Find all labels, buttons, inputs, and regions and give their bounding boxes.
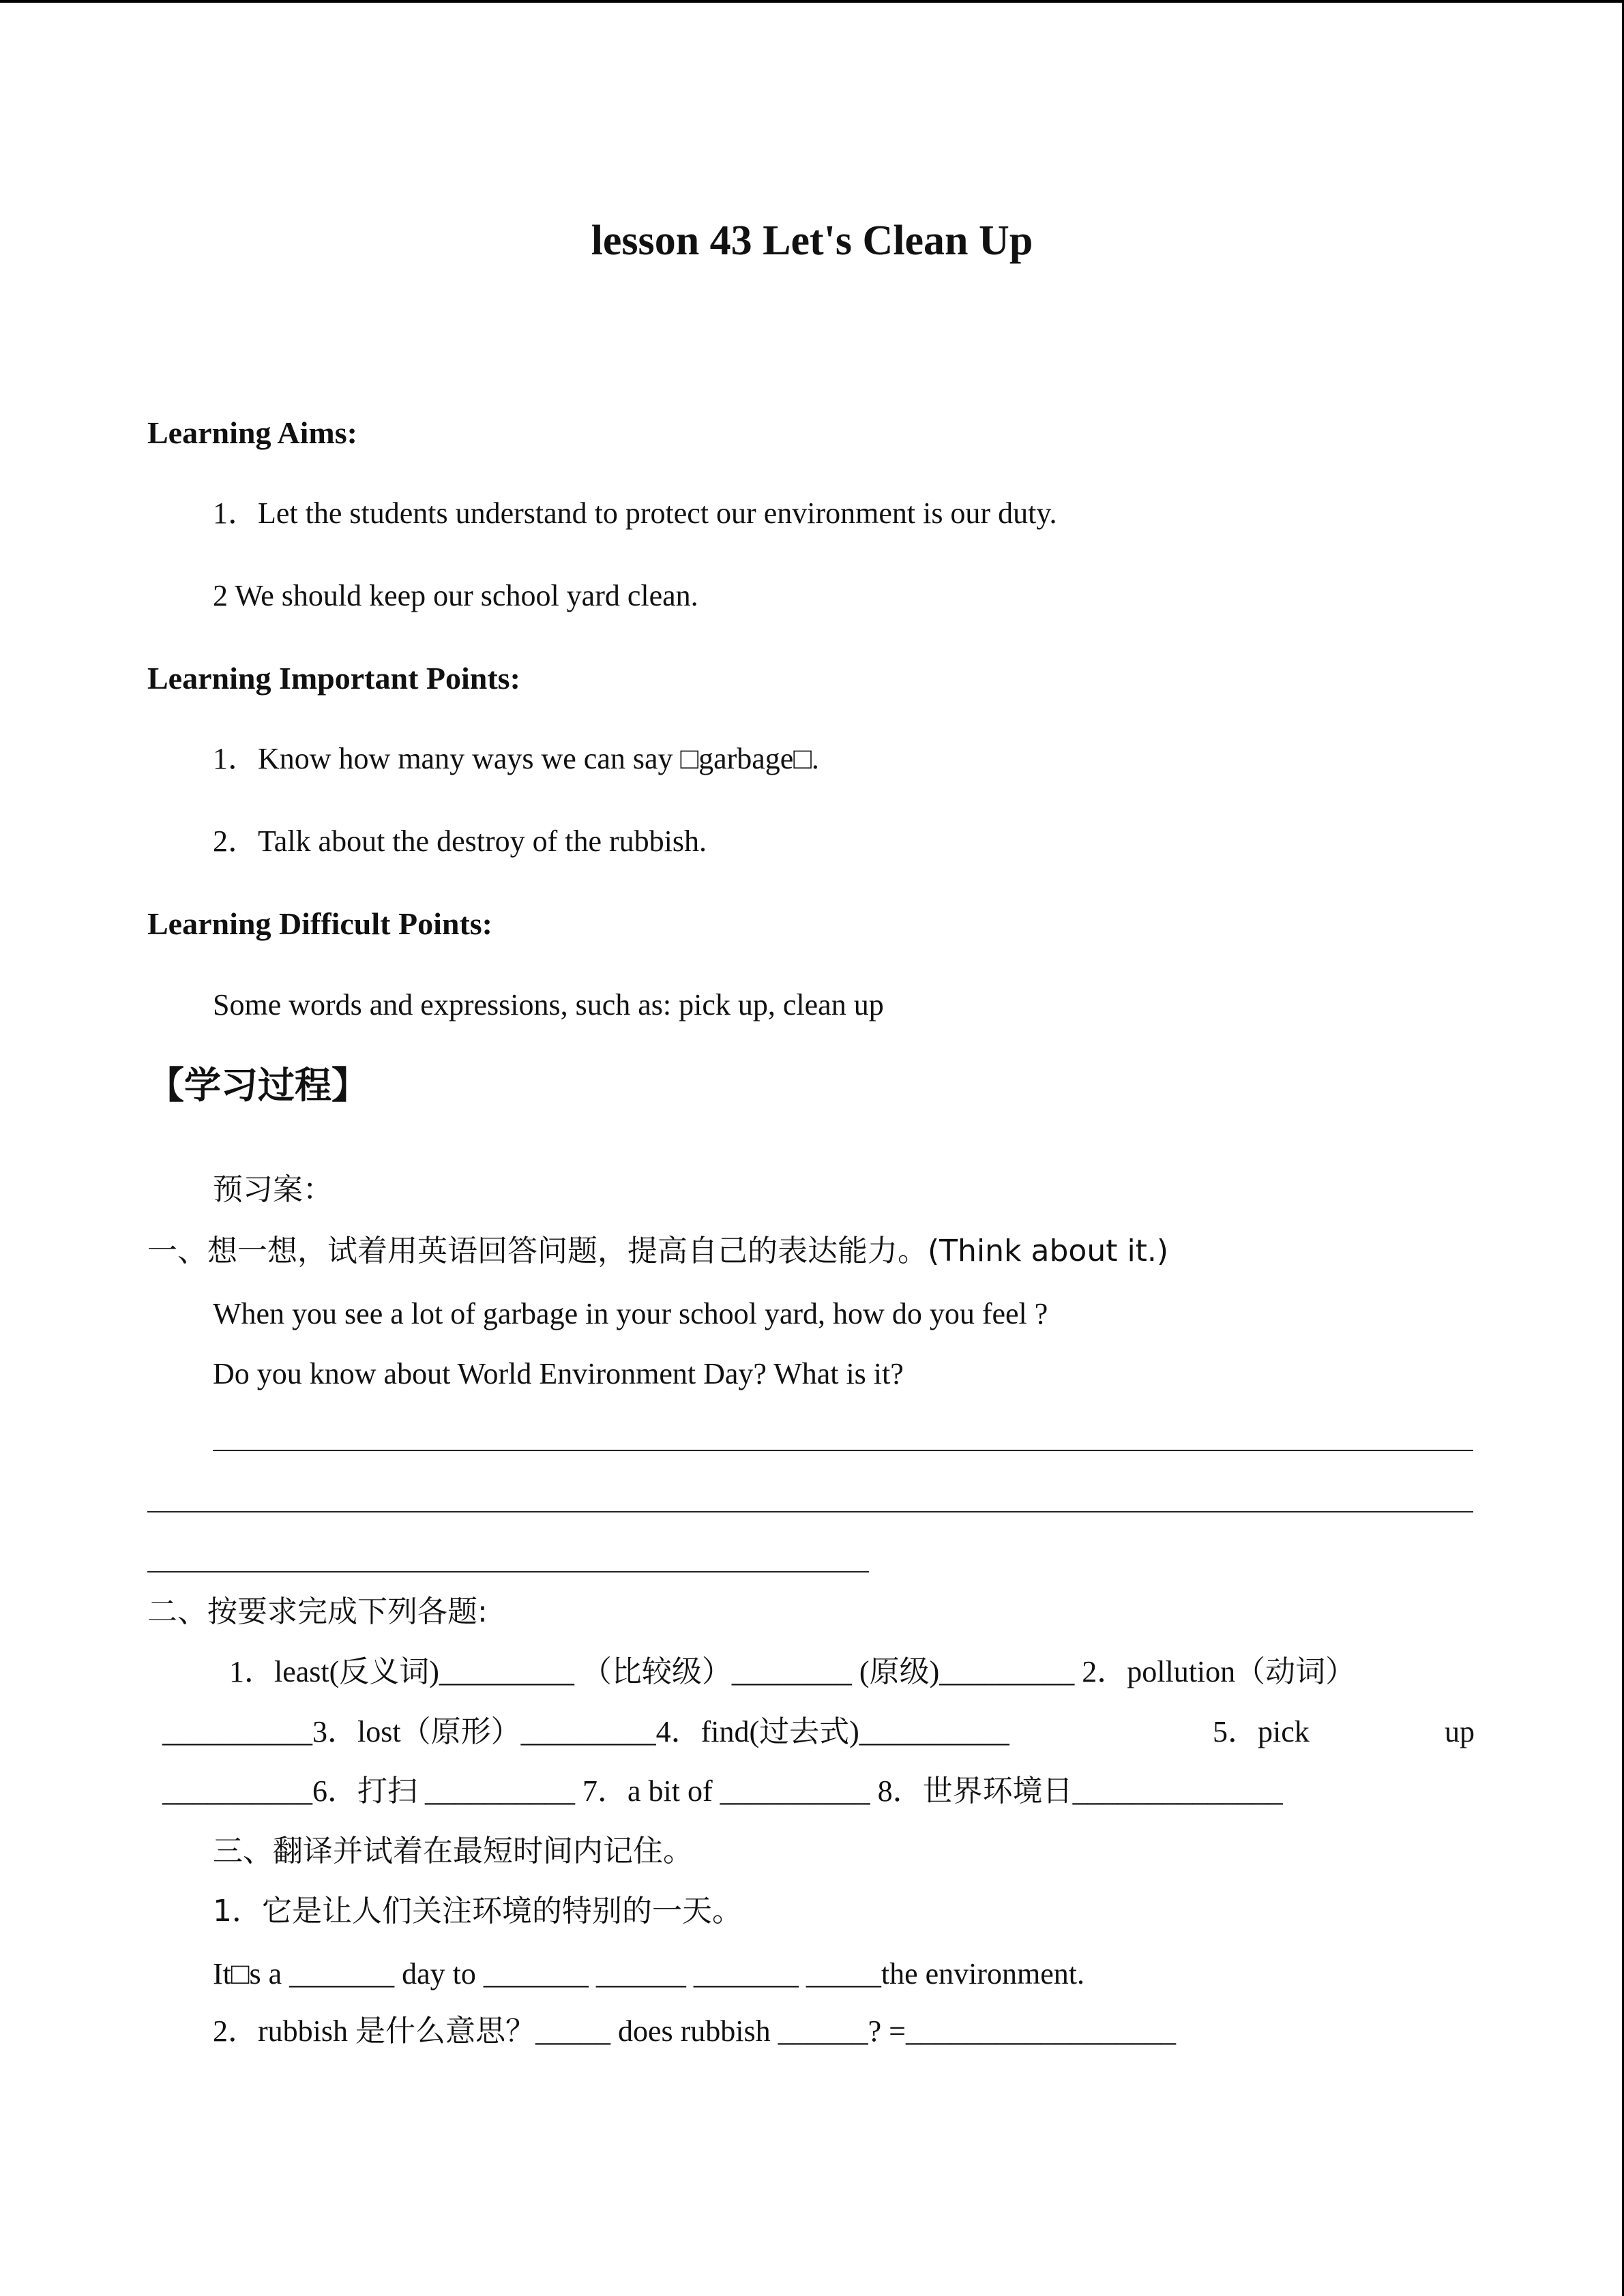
translation-blank-1: It□s a _______ day to _______ ______ _______ _____the environment. — [213, 1957, 1084, 1991]
difficult-points-heading: Learning Difficult Points: — [147, 906, 492, 941]
answer-line-2[interactable] — [147, 1511, 1473, 1512]
page-top-border — [0, 0, 1624, 3]
section-2-heading: 二、按要求完成下列各题: — [147, 1594, 488, 1629]
question-1: When you see a lot of garbage in your school yard, how do you feel ? — [213, 1297, 1048, 1330]
difficult-item-1: Some words and expressions, such as: pick up, clean up — [213, 988, 884, 1022]
important-item-1: 1．Know how many ways we can say □garbage□. — [213, 742, 819, 775]
page-title: lesson 43 Let's Clean Up — [591, 218, 1033, 264]
question-2: Do you know about World Environment Day? What is it? — [213, 1357, 904, 1390]
answer-line-3[interactable] — [147, 1571, 869, 1572]
learning-process-heading: 【学习过程】 — [147, 1064, 368, 1107]
exercise-line-2: __________3．lost（原形）_________4．find(过去式)__________ — [162, 1715, 1009, 1748]
learning-aims-heading: Learning Aims: — [147, 415, 357, 450]
preview-label: 预习案： — [213, 1172, 333, 1207]
exercise-line-3: __________6．打扫 __________ 7．a bit of __________ 8．世界环境日______________ — [162, 1774, 1283, 1808]
exercise-line-2-pick: 5．pick — [1213, 1715, 1310, 1748]
section-3-heading: 三、翻译并试着在最短时间内记住。 — [213, 1834, 693, 1868]
exercise-line-1: 1．least(反义词)_________ （比较级）________ (原级)_________ 2．pollution（动词） — [229, 1655, 1356, 1688]
important-item-2: 2．Talk about the destroy of the rubbish. — [213, 824, 707, 858]
translation-sentence-2: 2．rubbish 是什么意思？_____ does rubbish ______? =__________________ — [213, 2014, 1176, 2048]
translation-sentence-1: 1．它是让人们关注环境的特别的一天。 — [213, 1894, 742, 1928]
aim-item-2: 2 We should keep our school yard clean. — [213, 579, 698, 612]
aim-item-1: 1．Let the students understand to protect our environment is our duty. — [213, 496, 1057, 530]
section-1-heading: 一、想一想，试着用英语回答问题，提高自己的表达能力。(Think about it.) — [147, 1234, 1169, 1268]
answer-line-1[interactable] — [213, 1450, 1473, 1451]
exercise-line-2-up: up — [1445, 1715, 1475, 1748]
important-points-heading: Learning Important Points: — [147, 661, 520, 696]
